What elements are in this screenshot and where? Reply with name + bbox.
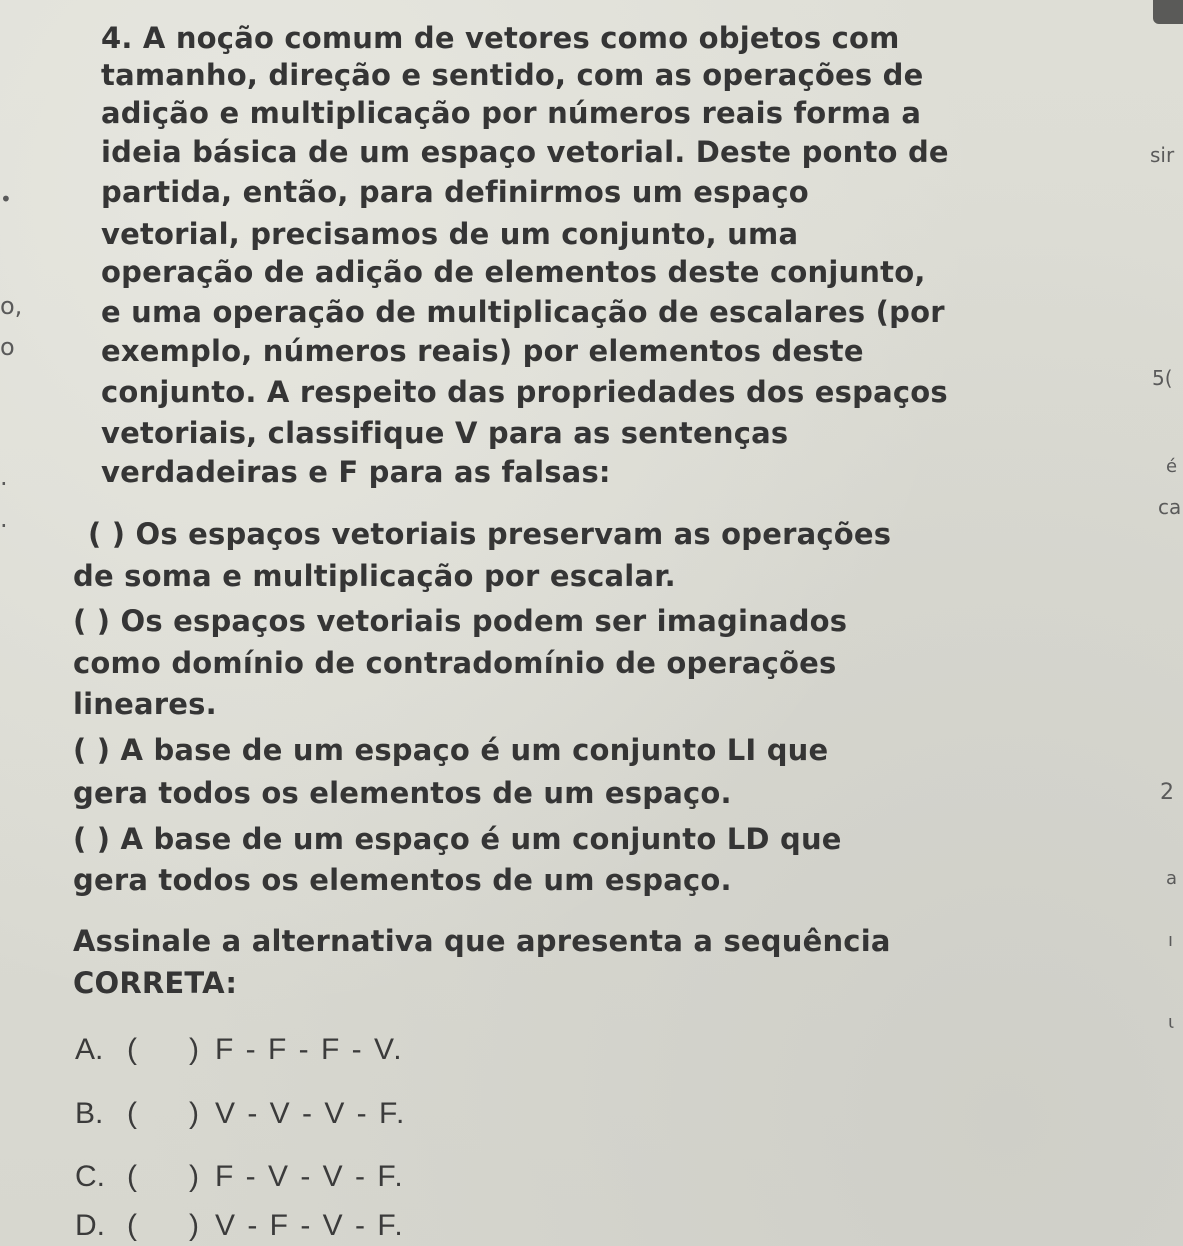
margin-fragment: ı: [1168, 930, 1174, 951]
option-checkbox-open: (: [127, 1209, 137, 1242]
option-sequence: F - V - V - F.: [215, 1160, 405, 1193]
statement-1-line: ( ) Os espaços vetoriais preservam as operações: [88, 517, 892, 551]
statement-1-line: de soma e multiplicação por escalar.: [73, 559, 676, 593]
statement-2-line: lineares.: [73, 687, 217, 721]
question-line: adição e multiplicação por números reais forma a: [101, 96, 922, 130]
option-letter: A.: [75, 1033, 104, 1066]
option-checkbox-close: ): [189, 1160, 199, 1193]
question-line: e uma operação de multiplicação de escalares (por: [101, 295, 945, 329]
margin-fragment: 5(: [1152, 366, 1173, 390]
margin-fragment: a: [1166, 868, 1178, 889]
instruction-line: Assinale a alternativa que apresenta a sequência: [73, 924, 891, 958]
question-line: tamanho, direção e sentido, com as operações de: [101, 58, 924, 92]
question-line: verdadeiras e F para as falsas:: [101, 455, 611, 489]
option-letter: D.: [75, 1209, 105, 1242]
option-sequence: V - V - V - F.: [215, 1097, 407, 1130]
statement-2-line: como domínio de contradomínio de operações: [73, 646, 837, 680]
statement-2-line: ( ) Os espaços vetoriais podem ser imaginados: [73, 604, 848, 638]
question-line: vetorial, precisamos de um conjunto, uma: [101, 217, 799, 251]
option-letter: C.: [75, 1160, 105, 1193]
margin-fragment: .: [0, 463, 8, 491]
option-sequence: F - F - F - V.: [215, 1033, 404, 1066]
option-sequence: V - F - V - F.: [215, 1209, 405, 1242]
margin-fragment: ι: [1168, 1012, 1175, 1033]
margin-fragment: sir: [1150, 143, 1175, 167]
question-line: 4. A noção comum de vetores como objetos com: [101, 21, 900, 55]
option-letter: B.: [75, 1097, 104, 1130]
option-b[interactable]: [75, 1099, 406, 1129]
margin-fragment: 2: [1160, 780, 1174, 805]
margin-fragment: •: [0, 187, 12, 211]
question-line: ideia básica de um espaço vetorial. Deste ponto de: [101, 135, 949, 169]
margin-fragment: o: [0, 333, 15, 361]
option-d[interactable]: [75, 1211, 405, 1241]
option-checkbox-close: ): [189, 1097, 199, 1130]
question-line: exemplo, números reais) por elementos deste: [101, 334, 864, 368]
option-checkbox-open: (: [127, 1160, 137, 1193]
option-c[interactable]: [75, 1162, 405, 1192]
option-a[interactable]: [75, 1035, 404, 1065]
margin-fragment: .: [0, 505, 8, 533]
margin-fragment: é: [1166, 456, 1178, 477]
margin-fragment: o,: [0, 292, 23, 320]
option-checkbox-close: ): [189, 1209, 199, 1242]
statement-4-line: ( ) A base de um espaço é um conjunto LD que: [73, 822, 842, 856]
statement-3-line: gera todos os elementos de um espaço.: [73, 776, 732, 810]
page-corner-shadow: [1153, 0, 1183, 24]
statement-4-line: gera todos os elementos de um espaço.: [73, 863, 732, 897]
question-line: operação de adição de elementos deste conjunto,: [101, 255, 926, 289]
question-line: vetoriais, classifique V para as sentenças: [101, 416, 789, 450]
question-line: partida, então, para definirmos um espaço: [101, 175, 809, 209]
margin-fragment: ca: [1158, 495, 1182, 519]
question-line: conjunto. A respeito das propriedades dos espaços: [101, 375, 948, 409]
option-checkbox-open: (: [127, 1033, 137, 1066]
instruction-line: CORRETA:: [73, 966, 238, 1000]
option-checkbox-open: (: [127, 1097, 137, 1130]
statement-3-line: ( ) A base de um espaço é um conjunto LI que: [73, 733, 829, 767]
option-checkbox-close: ): [189, 1033, 199, 1066]
